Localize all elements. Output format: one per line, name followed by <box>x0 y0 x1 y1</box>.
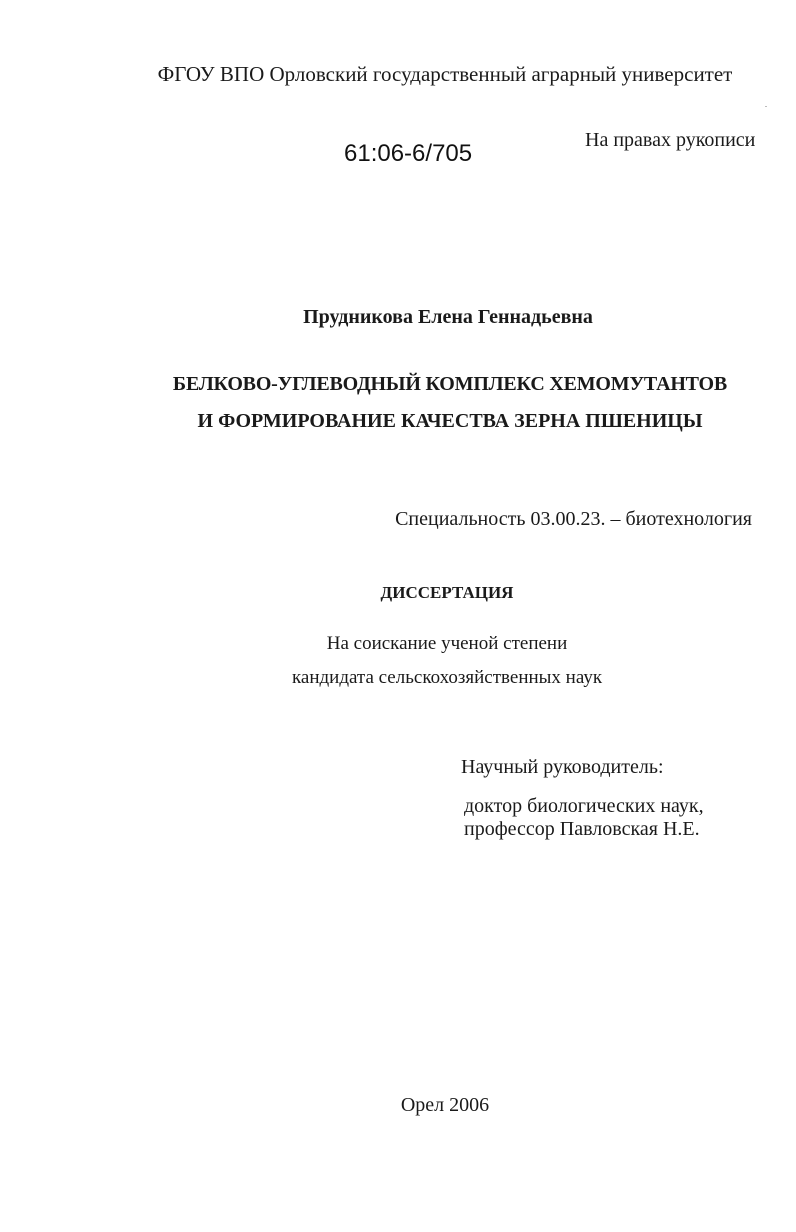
supervisor-degree: доктор биологических наук, <box>464 795 704 817</box>
place-year: Орел 2006 <box>400 1094 490 1116</box>
institution-name: ФГОУ ВПО Орловский государственный аграрный университет <box>157 62 733 86</box>
degree-line-1: На соискание ученой степени <box>326 633 568 654</box>
dissertation-title-line-2: И ФОРМИРОВАНИЕ КАЧЕСТВА ЗЕРНА ПШЕНИЦЫ <box>197 410 703 432</box>
document-type: ДИССЕРТАЦИЯ <box>380 583 514 602</box>
catalog-code: 61:06-6/705 <box>344 140 473 167</box>
rights-note: На правах рукописи <box>585 129 756 151</box>
specialty: Специальность 03.00.23. – биотехнология <box>395 508 752 530</box>
author-name: Прудникова Елена Геннадьевна <box>303 306 593 328</box>
scan-speck <box>765 106 767 107</box>
supervisor-name: профессор Павловская Н.Е. <box>464 818 700 840</box>
supervisor-label: Научный руководитель: <box>461 756 664 778</box>
dissertation-title-line-1: БЕЛКОВО-УГЛЕВОДНЫЙ КОМПЛЕКС ХЕМОМУТАНТОВ <box>172 373 728 395</box>
degree-line-2: кандидата сельскохозяйственных наук <box>291 667 603 688</box>
